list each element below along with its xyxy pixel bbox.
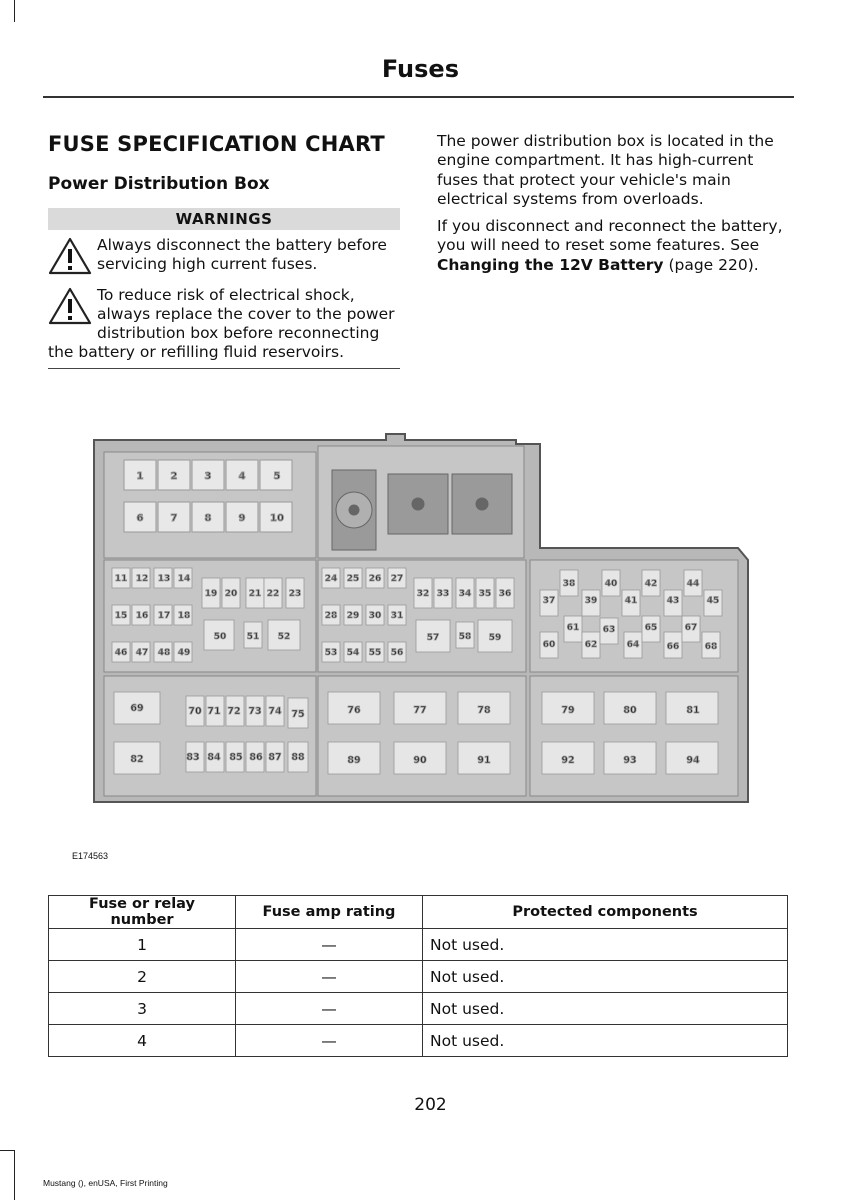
svg-text:39: 39 bbox=[584, 596, 598, 606]
svg-text:61: 61 bbox=[566, 623, 580, 633]
svg-text:57: 57 bbox=[426, 633, 440, 643]
svg-text:54: 54 bbox=[346, 648, 360, 658]
table-row bbox=[49, 1025, 788, 1057]
svg-text:43: 43 bbox=[666, 596, 680, 606]
svg-text:78: 78 bbox=[477, 705, 491, 716]
svg-text:44: 44 bbox=[686, 579, 700, 589]
svg-text:73: 73 bbox=[248, 706, 262, 717]
svg-text:29: 29 bbox=[346, 611, 360, 621]
svg-text:32: 32 bbox=[416, 589, 430, 599]
left-column bbox=[48, 132, 400, 369]
svg-text:76: 76 bbox=[347, 705, 361, 716]
svg-text:26: 26 bbox=[368, 574, 382, 584]
svg-text:93: 93 bbox=[623, 755, 637, 766]
svg-text:79: 79 bbox=[561, 705, 575, 716]
svg-text:65: 65 bbox=[644, 623, 658, 633]
svg-text:23: 23 bbox=[288, 589, 302, 599]
crop-mark-top-left bbox=[14, 0, 15, 22]
svg-text:14: 14 bbox=[177, 574, 191, 584]
column-header: Fuse or relay number bbox=[49, 896, 236, 929]
svg-text:18: 18 bbox=[177, 611, 191, 621]
svg-text:48: 48 bbox=[157, 648, 171, 658]
warning-text: To reduce risk of electrical shock, always replace the cover to the power distribution box before reconnecting the battery or refilling fluid reservoirs. bbox=[48, 286, 395, 361]
crop-mark-bottom-left bbox=[14, 1150, 15, 1200]
warnings-rule bbox=[48, 368, 400, 369]
svg-text:71: 71 bbox=[207, 706, 221, 717]
svg-text:46: 46 bbox=[114, 648, 128, 658]
svg-text:8: 8 bbox=[204, 513, 212, 524]
svg-text:52: 52 bbox=[277, 632, 291, 642]
svg-text:7: 7 bbox=[170, 513, 178, 524]
column-header: Protected components bbox=[423, 896, 788, 929]
protected-components: Not used. bbox=[423, 993, 788, 1025]
svg-text:83: 83 bbox=[186, 752, 200, 763]
svg-text:11: 11 bbox=[114, 574, 128, 584]
svg-text:10: 10 bbox=[270, 513, 284, 524]
svg-text:85: 85 bbox=[229, 752, 243, 763]
svg-text:20: 20 bbox=[224, 589, 238, 599]
svg-text:27: 27 bbox=[390, 574, 404, 584]
protected-components: Not used. bbox=[423, 1025, 788, 1057]
svg-text:35: 35 bbox=[478, 589, 492, 599]
page-footer: Mustang (), enUSA, First Printing bbox=[43, 1178, 168, 1188]
svg-text:22: 22 bbox=[266, 589, 280, 599]
svg-text:81: 81 bbox=[686, 705, 700, 716]
svg-text:5: 5 bbox=[273, 471, 281, 482]
svg-text:50: 50 bbox=[213, 632, 227, 642]
svg-text:90: 90 bbox=[413, 755, 427, 766]
figure-id: E174563 bbox=[72, 851, 109, 861]
warnings-heading: WARNINGS bbox=[48, 208, 400, 230]
reset-text: If you disconnect and reconnect the battery, you will need to reset some features. See bbox=[437, 217, 783, 255]
svg-text:16: 16 bbox=[135, 611, 149, 621]
svg-text:17: 17 bbox=[157, 611, 171, 621]
warning-item bbox=[48, 236, 400, 274]
svg-text:13: 13 bbox=[157, 574, 171, 584]
svg-text:37: 37 bbox=[542, 596, 556, 606]
svg-text:88: 88 bbox=[291, 752, 305, 763]
svg-text:31: 31 bbox=[390, 611, 404, 621]
svg-text:77: 77 bbox=[413, 705, 427, 716]
svg-text:9: 9 bbox=[238, 513, 246, 524]
svg-text:24: 24 bbox=[324, 574, 338, 584]
svg-text:86: 86 bbox=[249, 752, 263, 763]
fuse-number: 2 bbox=[49, 961, 236, 993]
warning-triangle-icon bbox=[48, 236, 92, 276]
svg-text:3: 3 bbox=[204, 471, 212, 482]
crop-mark-bottom-left-h bbox=[0, 1150, 14, 1151]
svg-text:58: 58 bbox=[458, 632, 472, 642]
svg-text:36: 36 bbox=[498, 589, 512, 599]
svg-text:82: 82 bbox=[130, 754, 144, 765]
svg-text:56: 56 bbox=[390, 648, 404, 658]
power-distribution-box-diagram bbox=[88, 430, 756, 815]
subsection-title: Power Distribution Box bbox=[48, 174, 270, 194]
svg-text:60: 60 bbox=[542, 640, 556, 650]
svg-text:15: 15 bbox=[114, 611, 128, 621]
svg-text:67: 67 bbox=[684, 623, 698, 633]
cross-reference-link[interactable]: Changing the 12V Battery bbox=[437, 255, 664, 274]
svg-text:91: 91 bbox=[477, 755, 491, 766]
warning-triangle-icon bbox=[48, 286, 92, 326]
svg-text:92: 92 bbox=[561, 755, 575, 766]
svg-text:66: 66 bbox=[666, 642, 680, 652]
svg-text:72: 72 bbox=[227, 706, 241, 717]
amp-rating: — bbox=[236, 1025, 423, 1057]
warning-item bbox=[48, 286, 400, 362]
svg-text:19: 19 bbox=[204, 589, 218, 599]
svg-text:1: 1 bbox=[136, 471, 144, 482]
svg-text:51: 51 bbox=[246, 632, 260, 642]
fuse-number: 1 bbox=[49, 929, 236, 961]
table-row bbox=[49, 993, 788, 1025]
svg-text:30: 30 bbox=[368, 611, 382, 621]
header-rule bbox=[43, 96, 794, 98]
svg-text:12: 12 bbox=[135, 574, 149, 584]
svg-text:63: 63 bbox=[602, 625, 616, 635]
svg-text:2: 2 bbox=[170, 471, 178, 482]
page-number: 202 bbox=[414, 1095, 447, 1115]
table-row bbox=[49, 929, 788, 961]
amp-rating: — bbox=[236, 961, 423, 993]
svg-text:89: 89 bbox=[347, 755, 361, 766]
svg-text:34: 34 bbox=[458, 589, 472, 599]
svg-text:4: 4 bbox=[238, 471, 246, 482]
svg-text:41: 41 bbox=[624, 596, 638, 606]
fuse-number: 4 bbox=[49, 1025, 236, 1057]
svg-text:38: 38 bbox=[562, 579, 576, 589]
table-row bbox=[49, 961, 788, 993]
amp-rating: — bbox=[236, 929, 423, 961]
svg-text:69: 69 bbox=[130, 703, 144, 714]
svg-text:53: 53 bbox=[324, 648, 338, 658]
svg-text:59: 59 bbox=[488, 633, 502, 643]
svg-text:64: 64 bbox=[626, 640, 640, 650]
svg-text:47: 47 bbox=[135, 648, 149, 658]
svg-text:80: 80 bbox=[623, 705, 637, 716]
svg-text:70: 70 bbox=[188, 706, 202, 717]
svg-text:25: 25 bbox=[346, 574, 360, 584]
svg-text:42: 42 bbox=[644, 579, 658, 589]
svg-text:21: 21 bbox=[248, 589, 262, 599]
svg-text:28: 28 bbox=[324, 611, 338, 621]
protected-components: Not used. bbox=[423, 961, 788, 993]
section-title: FUSE SPECIFICATION CHART bbox=[48, 132, 385, 156]
svg-text:75: 75 bbox=[291, 709, 305, 720]
column-header: Fuse amp rating bbox=[236, 896, 423, 929]
svg-text:84: 84 bbox=[207, 752, 221, 763]
fuse-number: 3 bbox=[49, 993, 236, 1025]
svg-text:68: 68 bbox=[704, 642, 718, 652]
svg-text:49: 49 bbox=[177, 648, 191, 658]
svg-text:6: 6 bbox=[136, 513, 144, 524]
location-paragraph: The power distribution box is located in the engine compartment. It has high-current fuses that protect your vehicle's main electrical systems from overloads. bbox=[437, 132, 774, 208]
amp-rating: — bbox=[236, 993, 423, 1025]
warning-text: Always disconnect the battery before servicing high current fuses. bbox=[97, 236, 387, 273]
svg-text:40: 40 bbox=[604, 579, 618, 589]
svg-text:74: 74 bbox=[268, 706, 282, 717]
page-reference: (page 220). bbox=[668, 255, 759, 274]
svg-text:33: 33 bbox=[436, 589, 450, 599]
svg-text:62: 62 bbox=[584, 640, 598, 650]
svg-text:45: 45 bbox=[706, 596, 720, 606]
svg-text:55: 55 bbox=[368, 648, 382, 658]
reset-paragraph bbox=[437, 217, 797, 275]
fuse-table bbox=[48, 895, 788, 1057]
page-header-title: Fuses bbox=[381, 55, 459, 83]
svg-text:94: 94 bbox=[686, 755, 700, 766]
protected-components: Not used. bbox=[423, 929, 788, 961]
svg-text:87: 87 bbox=[268, 752, 282, 763]
right-column bbox=[437, 132, 797, 283]
table-header-row bbox=[49, 896, 788, 929]
